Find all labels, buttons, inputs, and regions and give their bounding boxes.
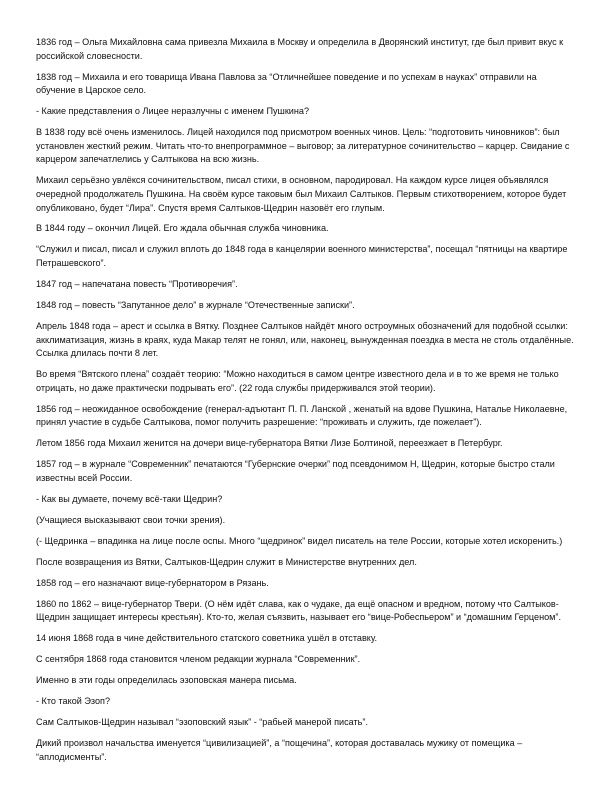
paragraph-1838-lyceum-regime: В 1838 году всё очень изменилось. Лицей находился под присмотром военных чинов. Цель: “подготовить чиновников”: был установлен жесткий режим. Читать что-то внепрограммное – выговор; за литературное сочинительство – карцер. Свидание с карцером запечатлелись у Салтыкова на всю жизнь. <box>36 127 570 165</box>
paragraph-vyatka-theory: Во время “Вятского плена” создаёт теорию: “Можно находиться в самом центре известного дела и в то же время не только отрицать, но даже практически подрывать его”. (22 года службы придерживался этой теории). <box>36 369 559 393</box>
paragraph-poetry: Михаил серьёзно увлёкся сочинительством, писал стихи, в основном, пародировал. На каждом курсе лицея объявлялся очередной продолжатель Пушкина. На своём курсе таковым был Михаил Салтыков. Первым стихотворением, которое будет опубликовано, будет “Лира”. Спустя время Салтыков-Щедрин назовёт его глупым. <box>36 175 567 213</box>
paragraph-1836: 1836 год – Ольга Михайловна сама привезла Михаила в Москву и определила в Дворянский институт, где был привит вкус к российской словесности. <box>36 37 564 61</box>
paragraph-1868-retirement: 14 июня 1868 года в чине действительного статского советника ушёл в отставку. <box>36 633 378 644</box>
question-why-shchedrin: - Как вы думаете, почему всё-таки Щедрин? <box>36 493 223 504</box>
paragraph-shchedrinka: (- Щедринка – впадинка на лице после оспы. Много “щедринок” видел писатель на теле России, которые хотел искоренить.) <box>36 535 563 546</box>
paragraph-1847: 1847 год – напечатана повесть “Противоречия”. <box>36 279 238 290</box>
question-lyceum-pushkin: - Какие представления о Лицее неразлучны с именем Пушкина? <box>36 106 310 117</box>
paragraph-1856-marriage: Летом 1856 года Михаил женится на дочери вице-губернатора Вятки Лизе Болтиной, переезжает в Петербург. <box>36 438 503 449</box>
paragraph-service-quote: “Служил и писал, писал и служил вплоть до 1848 года в канцелярии военного министерства”, посещал “пятницы на квартире Петрашевского”. <box>36 244 568 269</box>
paragraph-1838-tsarskoe-selo: 1838 год – Михаила и его товарища Ивана Павлова за “Отличнейшее поведение и по успехам в науках” отправили на обучение в Царское село. <box>36 71 537 96</box>
paragraph-1860-1862: 1860 по 1862 – вице-губернатор Твери. (О нём идёт слава, как о чудаке, да ещё опасном и вредном, потому что Салтыков-Щедрин защищает интересы крестьян). Кто-то, желая съязвить, называет его “вице-Робеспьером” и “домашним Герценом”. <box>36 598 561 623</box>
paragraph-1858: 1858 год – его назначают вице-губернатором в Рязань. <box>36 577 269 588</box>
question-who-is-aesop: - Кто такой Эзоп? <box>36 696 111 707</box>
paragraph-sept-1868: С сентября 1868 года становится членом редакции журнала “Современник”. <box>36 654 361 665</box>
paragraph-april-1848-exile: Апрель 1848 года – арест и ссылка в Вятку. Позднее Салтыков найдёт много остроумных обозначений для подобной ссылки: акклиматизация, жизнь в краях, куда Макар телят не гонял, или, наконец, вынужденная поездка в места не столь отдалённые. Ссылка длилась почти 8 лет. <box>36 321 574 359</box>
paragraph-aesopian-manner: Именно в эти годы определилась эзоповская манера письма. <box>36 675 297 686</box>
paragraph-aesopian-language: Сам Салтыков-Щедрин называл “эзоповский язык” - “рабьей манерой писать”. <box>36 717 368 728</box>
paragraph-1848: 1848 год – повесть “Запутанное дело” в журнале “Отечественные записки”. <box>36 300 355 311</box>
paragraph-1857: 1857 год – в журнале “Современник” печатаются “Губернские очерки” под псевдонимом Н, Щедрин, которые быстро стали известны всей России. <box>36 459 555 483</box>
paragraph-civilization: Дикий произвол начальства именуется “цивилизацией”, а “пощечина”, которая доставалась мужику от помещика – “аплодисменты”. <box>36 738 523 762</box>
paragraph-students-opinions: (Учащиеся высказывают свои точки зрения). <box>36 514 226 525</box>
paragraph-1844: В 1844 году – окончил Лицей. Его ждала обычная служба чиновника. <box>36 223 329 234</box>
paragraph-1856-release: 1856 год – неожиданное освобождение (генерал-адъютант П. П. Ланской , женатый на вдове Пушкина, Наталье Николаевне, принял участие в судьбе Салтыкова, помог получить разрешение: “проживать и служить, где пожелает”). <box>36 403 568 428</box>
paragraph-ministry: После возвращения из Вятки, Салтыков-Щедрин служит в Министерстве внутренних дел. <box>36 556 417 567</box>
